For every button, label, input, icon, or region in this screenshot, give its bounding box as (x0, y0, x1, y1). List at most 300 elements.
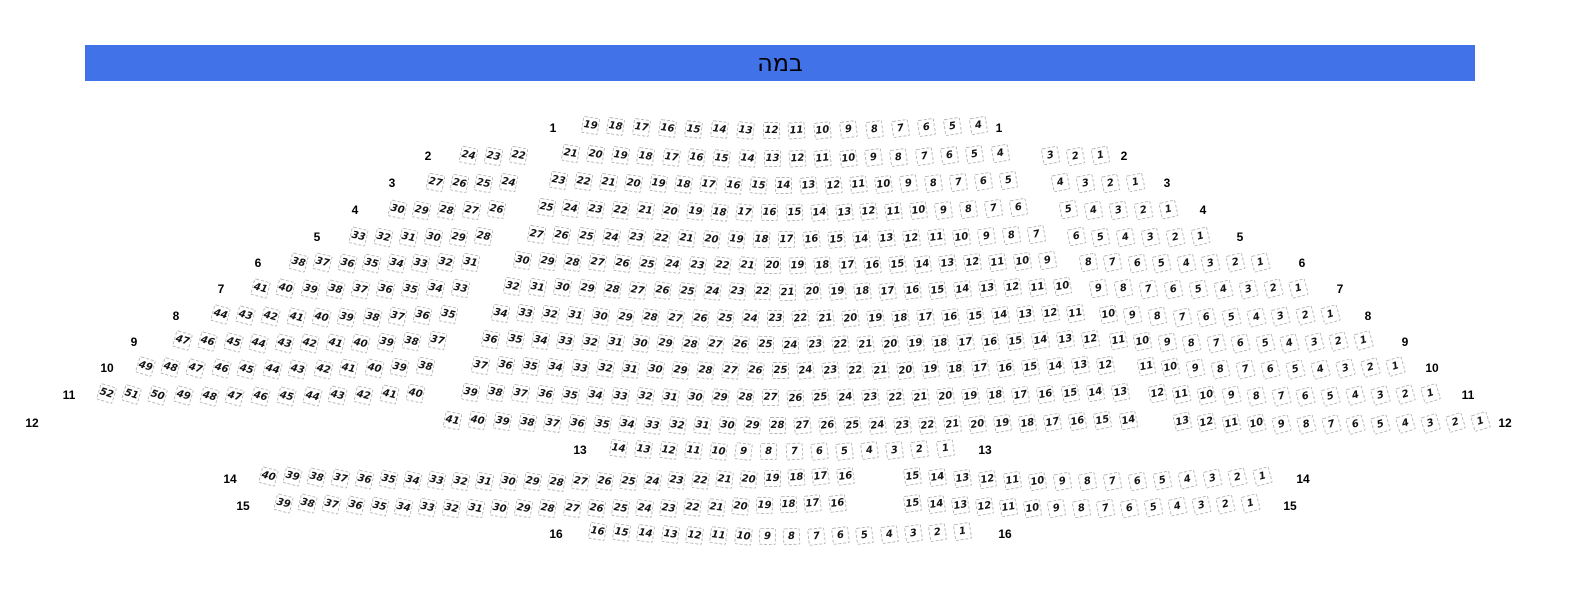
seat[interactable]: 14 (738, 149, 757, 168)
seat[interactable]: 24 (781, 336, 799, 354)
seat[interactable]: 1 (1384, 356, 1405, 377)
seat[interactable]: 6 (1230, 333, 1251, 354)
seat[interactable]: 43 (274, 333, 295, 354)
seat[interactable]: 16 (862, 256, 881, 275)
seat[interactable]: 7 (1235, 359, 1256, 380)
seat[interactable]: 2 (1216, 495, 1237, 516)
seat[interactable]: 34 (402, 470, 422, 490)
seat[interactable]: 16 (1068, 412, 1088, 432)
seat[interactable]: 22 (753, 283, 771, 301)
seat[interactable]: 21 (816, 309, 835, 328)
seat[interactable]: 18 (985, 386, 1005, 406)
seat[interactable]: 41 (442, 410, 462, 430)
seat[interactable]: 35 (520, 357, 540, 377)
seat[interactable]: 14 (1045, 357, 1065, 377)
seat[interactable]: 19 (788, 257, 806, 275)
seat[interactable]: 19 (764, 470, 781, 487)
seat[interactable]: 2 (1225, 253, 1246, 274)
seat[interactable]: 31 (474, 472, 494, 492)
seat[interactable]: 5 (1320, 386, 1341, 407)
seat[interactable]: 39 (336, 307, 356, 327)
seat[interactable]: 33 (570, 358, 590, 378)
seat[interactable]: 14 (1085, 383, 1105, 403)
seat[interactable]: 42 (353, 385, 373, 405)
seat[interactable]: 19 (580, 116, 599, 135)
seat[interactable]: 5 (855, 526, 874, 545)
seat[interactable]: 1 (935, 439, 954, 458)
seat[interactable]: 31 (620, 360, 639, 379)
seat[interactable]: 48 (160, 357, 181, 378)
seat[interactable]: 17 (662, 148, 681, 167)
seat[interactable]: 15 (902, 467, 921, 486)
seat[interactable]: 32 (595, 359, 614, 378)
seat[interactable]: 15 (1020, 358, 1040, 378)
seat[interactable]: 15 (1005, 332, 1025, 352)
seat[interactable]: 39 (460, 382, 480, 402)
seat[interactable]: 2 (1065, 147, 1085, 167)
seat[interactable]: 17 (632, 118, 651, 137)
seat[interactable]: 7 (1321, 414, 1342, 435)
seat[interactable]: 37 (427, 330, 447, 350)
seat[interactable]: 16 (940, 307, 959, 326)
seat[interactable]: 8 (1210, 359, 1230, 379)
seat[interactable]: 19 (756, 497, 774, 515)
seat[interactable]: 13 (937, 254, 956, 273)
seat[interactable]: 13 (1015, 305, 1035, 325)
seat[interactable]: 13 (1070, 356, 1090, 376)
seat[interactable]: 26 (486, 200, 506, 220)
seat[interactable]: 6 (917, 118, 936, 137)
seat[interactable]: 28 (473, 227, 493, 247)
seat[interactable]: 40 (364, 358, 384, 378)
seat[interactable]: 9 (1052, 471, 1072, 491)
seat[interactable]: 15 (749, 176, 768, 195)
seat[interactable]: 8 (783, 528, 801, 546)
seat[interactable]: 21 (707, 498, 726, 517)
seat[interactable]: 17 (1010, 385, 1030, 405)
seat[interactable]: 45 (276, 386, 297, 407)
seat[interactable]: 28 (680, 335, 699, 354)
seat[interactable]: 3 (1304, 332, 1325, 353)
seat[interactable]: 8 (889, 147, 908, 166)
seat[interactable]: 25 (619, 472, 638, 491)
seat[interactable]: 28 (736, 388, 755, 407)
seat[interactable]: 12 (975, 497, 995, 517)
seat[interactable]: 9 (1037, 250, 1057, 270)
seat[interactable]: 20 (841, 309, 860, 328)
seat[interactable]: 24 (703, 282, 722, 301)
seat[interactable]: 20 (968, 414, 988, 434)
seat[interactable]: 7 (1138, 279, 1158, 299)
seat[interactable]: 34 (530, 331, 550, 351)
seat[interactable]: 1 (1288, 278, 1309, 299)
seat[interactable]: 5 (965, 145, 985, 165)
seat[interactable]: 11 (1136, 356, 1156, 376)
seat[interactable]: 16 (587, 522, 606, 541)
seat[interactable]: 21 (855, 335, 874, 354)
seat[interactable]: 2 (1165, 227, 1185, 247)
seat[interactable]: 14 (810, 203, 829, 222)
seat[interactable]: 20 (586, 145, 605, 164)
seat[interactable]: 30 (490, 499, 510, 519)
seat[interactable]: 20 (935, 387, 954, 406)
seat[interactable]: 19 (865, 309, 884, 328)
seat[interactable]: 26 (586, 499, 605, 518)
seat[interactable]: 20 (763, 257, 780, 274)
seat[interactable]: 30 (718, 416, 737, 435)
seat[interactable]: 23 (806, 336, 825, 355)
seat[interactable]: 28 (538, 499, 558, 519)
seat[interactable]: 4 (1167, 497, 1187, 517)
seat[interactable]: 13 (764, 150, 781, 167)
seat[interactable]: 4 (1310, 359, 1331, 380)
seat[interactable]: 32 (502, 276, 522, 296)
seat[interactable]: 38 (517, 412, 537, 432)
seat[interactable]: 1 (1469, 411, 1490, 432)
seat[interactable]: 39 (389, 357, 409, 377)
seat[interactable]: 3 (1140, 227, 1160, 247)
seat[interactable]: 19 (727, 230, 746, 249)
seat[interactable]: 9 (1123, 306, 1143, 326)
seat[interactable]: 27 (761, 389, 778, 406)
seat[interactable]: 28 (562, 252, 582, 272)
seat[interactable]: 2 (1360, 357, 1381, 378)
seat[interactable]: 35 (505, 330, 525, 350)
seat[interactable]: 47 (171, 330, 192, 351)
seat[interactable]: 23 (893, 416, 912, 435)
seat[interactable]: 17 (877, 282, 896, 301)
seat[interactable]: 23 (687, 256, 706, 275)
seat[interactable]: 18 (930, 334, 949, 353)
seat[interactable]: 13 (876, 229, 895, 248)
seat[interactable]: 2 (1328, 331, 1349, 352)
seat[interactable]: 21 (560, 144, 580, 164)
seat[interactable]: 27 (571, 472, 591, 492)
seat[interactable]: 27 (627, 281, 646, 300)
seat[interactable]: 26 (818, 416, 837, 435)
seat[interactable]: 39 (376, 332, 396, 352)
seat[interactable]: 36 (345, 496, 365, 516)
seat[interactable]: 10 (1132, 331, 1152, 351)
seat[interactable]: 27 (425, 172, 445, 192)
seat[interactable]: 7 (983, 199, 1003, 219)
seat[interactable]: 39 (282, 467, 303, 488)
seat[interactable]: 5 (1152, 253, 1172, 273)
seat[interactable]: 25 (716, 309, 735, 328)
seat[interactable]: 3 (1238, 279, 1259, 300)
seat[interactable]: 37 (542, 413, 562, 433)
seat[interactable]: 1 (1125, 172, 1145, 192)
seat[interactable]: 16 (761, 204, 778, 221)
seat[interactable]: 7 (914, 147, 933, 166)
seat[interactable]: 32 (442, 498, 462, 518)
seat[interactable]: 23 (586, 200, 605, 219)
seat[interactable]: 46 (211, 358, 232, 379)
seat[interactable]: 9 (1047, 498, 1067, 518)
seat[interactable]: 11 (1027, 277, 1047, 297)
seat[interactable]: 17 (777, 231, 794, 248)
seat[interactable]: 13 (634, 440, 653, 459)
seat[interactable]: 37 (387, 306, 407, 326)
seat[interactable]: 14 (1030, 331, 1050, 351)
seat[interactable]: 9 (898, 174, 917, 193)
seat[interactable]: 9 (1271, 414, 1292, 435)
seat[interactable]: 3 (1040, 146, 1060, 166)
seat[interactable]: 11 (709, 526, 728, 545)
seat[interactable]: 35 (362, 253, 382, 273)
seat[interactable]: 12 (1080, 329, 1100, 349)
seat[interactable]: 15 (712, 149, 731, 168)
seat[interactable]: 5 (942, 117, 961, 136)
seat[interactable]: 17 (970, 359, 990, 379)
seat[interactable]: 38 (362, 307, 382, 327)
seat[interactable]: 2 (1133, 200, 1153, 220)
seat[interactable]: 34 (545, 358, 565, 378)
seat[interactable]: 19 (920, 360, 939, 379)
seat[interactable]: 17 (955, 333, 974, 352)
seat[interactable]: 21 (910, 387, 929, 406)
seat[interactable]: 43 (235, 305, 256, 326)
seat[interactable]: 25 (756, 336, 774, 354)
seat[interactable]: 4 (1050, 173, 1070, 193)
seat[interactable]: 9 (1088, 278, 1108, 298)
seat[interactable]: 27 (706, 335, 725, 354)
seat[interactable]: 34 (490, 303, 510, 323)
seat[interactable]: 6 (973, 172, 993, 192)
seat[interactable]: 16 (902, 281, 921, 300)
seat[interactable]: 38 (306, 468, 327, 489)
seat[interactable]: 35 (378, 470, 398, 490)
seat[interactable]: 47 (185, 358, 206, 379)
seat[interactable]: 5 (835, 442, 854, 461)
seat[interactable]: 35 (369, 496, 389, 516)
seat[interactable]: 42 (313, 359, 334, 380)
seat[interactable]: 8 (1071, 499, 1091, 519)
seat[interactable]: 38 (297, 494, 318, 515)
seat[interactable]: 41 (338, 359, 358, 379)
seat[interactable]: 2 (1227, 468, 1248, 489)
seat[interactable]: 9 (734, 442, 753, 461)
seat[interactable]: 15 (902, 494, 921, 513)
seat[interactable]: 30 (645, 360, 664, 379)
seat[interactable]: 15 (1060, 384, 1080, 404)
seat[interactable]: 8 (1077, 471, 1097, 491)
seat[interactable]: 12 (659, 440, 678, 459)
seat[interactable]: 23 (860, 388, 879, 407)
seat[interactable]: 14 (926, 495, 945, 514)
seat[interactable]: 5 (1285, 359, 1306, 380)
seat[interactable]: 20 (803, 283, 822, 302)
seat[interactable]: 14 (608, 439, 627, 458)
seat[interactable]: 4 (1176, 253, 1196, 273)
seat[interactable]: 33 (348, 226, 368, 246)
seat[interactable]: 40 (467, 411, 487, 431)
seat[interactable]: 4 (860, 441, 879, 460)
seat[interactable]: 29 (412, 200, 432, 220)
seat[interactable]: 7 (807, 527, 826, 546)
seat[interactable]: 7 (948, 173, 967, 192)
seat[interactable]: 4 (879, 525, 898, 544)
seat[interactable]: 11 (926, 228, 945, 247)
seat[interactable]: 4 (1345, 385, 1366, 406)
seat[interactable]: 4 (1116, 227, 1136, 247)
seat[interactable]: 26 (449, 173, 469, 193)
seat[interactable]: 22 (845, 361, 864, 380)
seat[interactable]: 35 (592, 414, 611, 433)
seat[interactable]: 10 (734, 527, 753, 546)
seat[interactable]: 30 (512, 250, 532, 270)
seat[interactable]: 13 (736, 121, 755, 140)
seat[interactable]: 18 (752, 230, 770, 248)
seat[interactable]: 35 (438, 304, 458, 324)
seat[interactable]: 49 (134, 356, 155, 377)
seat[interactable]: 24 (741, 309, 760, 328)
seat[interactable]: 14 (710, 120, 729, 139)
seat[interactable]: 33 (411, 253, 431, 273)
seat[interactable]: 24 (836, 388, 855, 407)
seat[interactable]: 47 (224, 386, 245, 407)
seat[interactable]: 15 (612, 523, 631, 542)
seat[interactable]: 27 (562, 499, 582, 519)
seat[interactable]: 15 (785, 204, 803, 222)
seat[interactable]: 15 (927, 281, 946, 300)
seat[interactable]: 33 (610, 387, 629, 406)
seat[interactable]: 42 (299, 333, 320, 354)
seat[interactable]: 26 (551, 226, 571, 246)
seat[interactable]: 11 (987, 252, 1007, 272)
seat[interactable]: 33 (426, 471, 446, 491)
seat[interactable]: 12 (1095, 355, 1115, 375)
seat[interactable]: 26 (786, 389, 804, 407)
seat[interactable]: 29 (514, 499, 534, 519)
seat[interactable]: 18 (788, 469, 806, 487)
seat[interactable]: 20 (880, 335, 899, 354)
seat[interactable]: 26 (731, 335, 750, 354)
seat[interactable]: 37 (330, 468, 350, 488)
seat[interactable]: 31 (527, 277, 547, 297)
seat[interactable]: 14 (636, 524, 655, 543)
seat[interactable]: 19 (686, 202, 705, 221)
seat[interactable]: 35 (560, 385, 580, 405)
seat[interactable]: 1 (1419, 383, 1440, 404)
seat[interactable]: 6 (810, 442, 829, 461)
seat[interactable]: 34 (618, 415, 637, 434)
seat[interactable]: 29 (743, 417, 762, 436)
seat[interactable]: 21 (636, 201, 655, 220)
seat[interactable]: 5 (1255, 333, 1276, 354)
seat[interactable]: 10 (1023, 498, 1043, 518)
seat[interactable]: 19 (611, 146, 630, 165)
seat[interactable]: 37 (321, 495, 342, 516)
seat[interactable]: 6 (1127, 253, 1147, 273)
seat[interactable]: 37 (312, 253, 333, 274)
seat[interactable]: 22 (651, 229, 670, 248)
seat[interactable]: 42 (260, 306, 281, 327)
seat[interactable]: 23 (548, 171, 568, 191)
seat[interactable]: 6 (1295, 386, 1316, 407)
seat[interactable]: 19 (993, 414, 1013, 434)
seat[interactable]: 6 (1119, 498, 1139, 518)
seat[interactable]: 25 (771, 362, 788, 379)
seat[interactable]: 46 (250, 386, 271, 407)
seat[interactable]: 26 (595, 472, 614, 491)
seat[interactable]: 14 (851, 230, 870, 249)
seat[interactable]: 12 (977, 470, 997, 490)
seat[interactable]: 17 (699, 175, 718, 194)
seat[interactable]: 18 (780, 496, 798, 514)
seat[interactable]: 29 (537, 251, 557, 271)
seat[interactable]: 19 (648, 174, 667, 193)
seat[interactable]: 10 (1161, 357, 1181, 377)
seat[interactable]: 20 (661, 202, 680, 221)
seat[interactable]: 8 (1078, 252, 1098, 272)
seat[interactable]: 6 (1345, 414, 1366, 435)
seat[interactable]: 31 (565, 306, 585, 326)
seat[interactable]: 36 (495, 356, 515, 376)
seat[interactable]: 9 (759, 528, 777, 546)
seat[interactable]: 26 (652, 281, 671, 300)
seat[interactable]: 16 (836, 467, 855, 486)
seat[interactable]: 20 (623, 174, 642, 193)
seat[interactable]: 9 (864, 148, 883, 167)
seat[interactable]: 9 (934, 200, 953, 219)
seat[interactable]: 1 (1090, 145, 1110, 165)
seat[interactable]: 32 (373, 227, 393, 247)
seat[interactable]: 10 (1027, 471, 1047, 491)
seat[interactable]: 29 (670, 361, 689, 380)
seat[interactable]: 28 (602, 280, 621, 299)
seat[interactable]: 3 (1335, 358, 1356, 379)
seat[interactable]: 25 (843, 416, 862, 435)
seat[interactable]: 22 (831, 335, 850, 354)
seat[interactable]: 6 (1196, 307, 1216, 327)
seat[interactable]: 27 (721, 361, 740, 380)
seat[interactable]: 7 (1102, 471, 1122, 491)
seat[interactable]: 22 (885, 388, 904, 407)
seat[interactable]: 3 (1191, 496, 1211, 516)
seat[interactable]: 13 (1172, 411, 1192, 431)
seat[interactable]: 17 (803, 495, 822, 514)
seat[interactable]: 3 (904, 524, 923, 543)
seat[interactable]: 26 (690, 309, 709, 328)
seat[interactable]: 4 (968, 116, 988, 136)
seat[interactable]: 34 (425, 279, 445, 299)
seat[interactable]: 10 (873, 175, 892, 194)
seat[interactable]: 23 (483, 147, 503, 167)
seat[interactable]: 33 (643, 415, 662, 434)
seat[interactable]: 26 (746, 362, 765, 381)
seat[interactable]: 37 (350, 279, 370, 299)
seat[interactable]: 1 (1352, 330, 1373, 351)
seat[interactable]: 12 (762, 122, 779, 139)
seat[interactable]: 31 (460, 253, 480, 273)
seat[interactable]: 8 (1296, 414, 1317, 435)
seat[interactable]: 5 (1221, 307, 1242, 328)
seat[interactable]: 5 (1143, 497, 1163, 517)
seat[interactable]: 18 (1018, 413, 1038, 433)
seat[interactable]: 24 (635, 499, 654, 518)
seat[interactable]: 12 (859, 202, 878, 221)
seat[interactable]: 4 (1177, 470, 1197, 490)
seat[interactable]: 10 (709, 442, 728, 461)
seat[interactable]: 9 (1221, 386, 1242, 407)
seat[interactable]: 8 (1147, 306, 1167, 326)
seat[interactable]: 12 (1040, 304, 1060, 324)
seat[interactable]: 36 (535, 385, 555, 405)
seat[interactable]: 7 (1026, 225, 1046, 245)
seat[interactable]: 11 (848, 175, 867, 194)
seat[interactable]: 30 (387, 199, 407, 219)
